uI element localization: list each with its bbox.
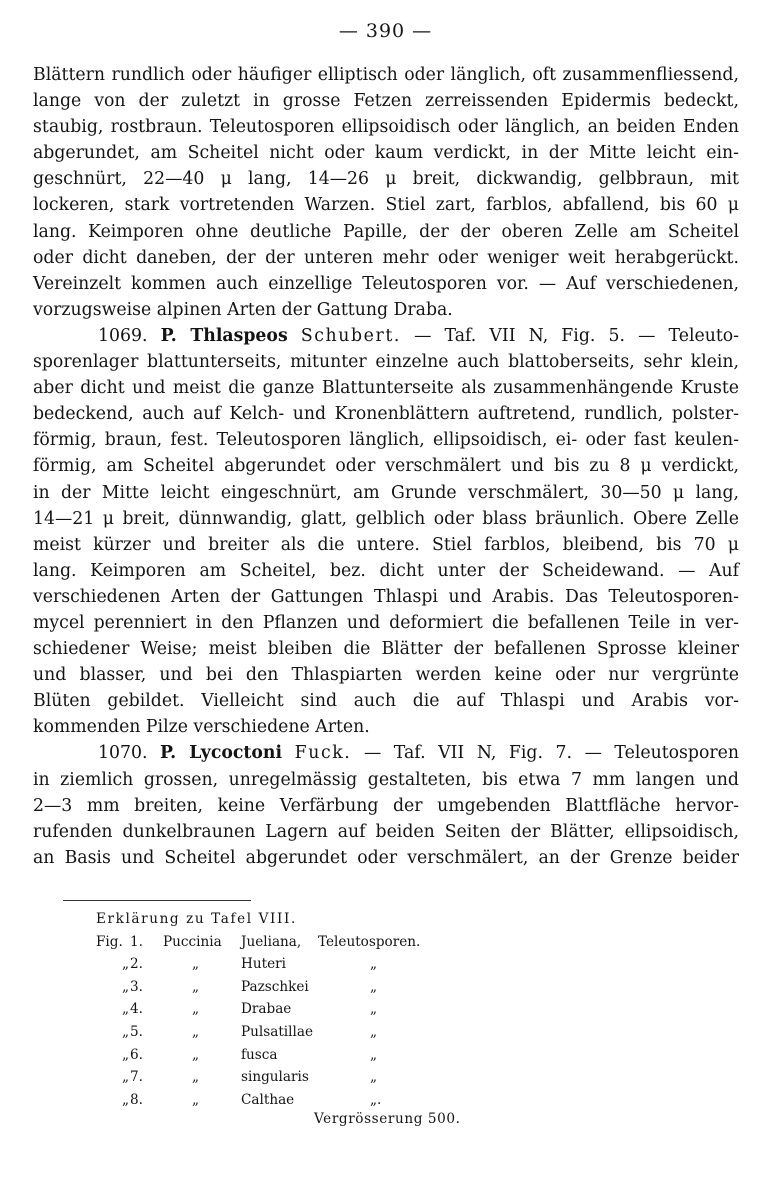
text-line: bedeckend, auch auf Kelch- und Kronenblättern auftretend, rundlich, polster-	[33, 404, 739, 425]
text-line: Vereinzelt kommen auch einzellige Teleutosporen vor. — Auf verschiedenen,	[33, 273, 739, 294]
figure-row	[96, 1066, 496, 1089]
text-line: schiedener Weise; meist bleiben die Blätter der befallenen Sprosse kleiner	[33, 639, 739, 660]
species-name: P. Thlaspeos	[160, 325, 288, 346]
figure-row	[96, 1021, 496, 1044]
entry-number: 1069.	[98, 325, 148, 346]
fig-number: 4.	[130, 1001, 143, 1018]
species: Jueliana,	[241, 933, 302, 950]
text-line: mycel perenniert in den Pflanzen und deformiert die befallenen Teile in ver-	[33, 612, 739, 633]
fig-number: 5.	[130, 1023, 143, 1040]
text-line: lang. Keimporen ohne deutliche Papille, der der oberen Zelle am Scheitel	[33, 221, 739, 242]
text-line: vorzugsweise alpinen Arten der Gattung Draba.	[33, 299, 453, 320]
ditto-mark: „	[370, 978, 378, 995]
ditto-mark: „	[192, 1046, 200, 1063]
ditto-mark: „.	[370, 1091, 382, 1108]
figure-row	[96, 953, 496, 976]
fig-number: 3.	[130, 978, 143, 995]
fig-number: 2.	[130, 956, 143, 973]
ditto-mark: „	[122, 956, 130, 973]
ditto-mark: „	[122, 1023, 130, 1040]
text-line: lockeren, stark vortretenden Warzen. Stiel zart, farblos, abfallend, bis 60 μ	[33, 195, 739, 216]
figure-row	[96, 1089, 496, 1112]
text-line: rufenden dunkelbraunen Lagern auf beiden Seiten der Blätter, ellipsoidisch,	[33, 821, 739, 842]
figure-row	[96, 1044, 496, 1067]
body-text	[33, 62, 739, 871]
species-name: P. Lycoctoni	[160, 743, 283, 764]
ditto-mark: „	[370, 1046, 378, 1063]
ditto-mark: „	[192, 1091, 200, 1108]
species-author: Schubert.	[300, 325, 401, 346]
figure-row	[96, 998, 496, 1021]
text-line: 14—21 μ breit, dünnwandig, glatt, gelblich oder blass bräunlich. Obere Zelle	[33, 508, 739, 529]
footnote-rule	[63, 900, 251, 901]
species: Calthae	[241, 1091, 295, 1108]
fig-number: 8.	[130, 1091, 143, 1108]
ditto-mark: „	[122, 1001, 130, 1018]
text-line: staubig, rostbraun. Teleutosporen ellipsoidisch oder länglich, an beiden Enden	[33, 117, 739, 138]
text-line: an Basis und Scheitel abgerundet oder verschmälert, an der Grenze beider	[33, 847, 739, 868]
plate-explanation-title: Erklärung zu Tafel VIII.	[96, 911, 297, 927]
page-number: — 390 —	[338, 20, 433, 42]
text-line: 2—3 mm breiten, keine Verfärbung der umgebenden Blattfläche hervor-	[33, 795, 739, 816]
ditto-mark: „	[370, 1001, 378, 1018]
figure-row	[96, 976, 496, 999]
paragraph-continuation	[33, 62, 739, 323]
ditto-mark: „	[192, 1023, 200, 1040]
ditto-mark: „	[192, 978, 200, 995]
ditto-mark: „	[122, 1069, 130, 1086]
entry-1070	[33, 740, 739, 870]
figure-row	[96, 931, 496, 954]
fig-number: 6.	[130, 1046, 143, 1063]
genus: Puccinia	[163, 933, 222, 950]
entry-1069	[33, 323, 739, 741]
text-line: kommenden Pilze verschiedene Arten.	[33, 717, 370, 738]
ditto-mark: „	[192, 1001, 200, 1018]
text-line: oder dicht daneben, der der unteren mehr oder weniger weit herabgerückt.	[33, 247, 739, 268]
heading-rest: — Taf. VII N, Fig. 5. — Teleuto-	[414, 325, 740, 346]
text-line: abgerundet, am Scheitel nicht oder kaum verdickt, in der Mitte leicht ein-	[33, 143, 739, 164]
entry-number: 1070.	[98, 743, 148, 764]
text-line: aber dicht und meist die ganze Blattunterseite als zusammenhängende Kruste	[33, 378, 739, 399]
text-line: geschnürt, 22—40 μ lang, 14—26 μ breit, dickwandig, gelbbraun, mit	[33, 169, 739, 190]
species: Pulsatillae	[241, 1023, 313, 1040]
text-line: Blüten gebildet. Vielleicht sind auch die auf Thlaspi und Arabis vor-	[33, 691, 739, 712]
text-line: in der Mitte leicht eingeschnürt, am Grunde verschmälert, 30—50 μ lang,	[33, 482, 739, 503]
text-line: in ziemlich grossen, unregelmässig gestalteten, bis etwa 7 mm langen und	[33, 769, 739, 790]
heading-rest: — Taf. VII N, Fig. 7. — Teleutosporen	[363, 743, 739, 764]
text-line: meist kürzer und breiter als die untere. Stiel farblos, bleibend, bis 70 μ	[33, 534, 739, 555]
species: singularis	[241, 1069, 309, 1086]
ditto-mark: „	[370, 1023, 378, 1040]
text-line: sporenlager blattunterseits, mitunter einzelne auch blattoberseits, sehr klein,	[33, 352, 739, 373]
fig-number: 1.	[130, 933, 143, 950]
text-line: und blasser, und bei den Thlaspiarten werden keine oder nur vergrünte	[33, 665, 739, 686]
entry-heading-line	[33, 740, 739, 766]
ditto-mark: „	[192, 956, 200, 973]
fig-label: Fig.	[96, 933, 123, 950]
text-line: lang. Keimporen am Scheitel, bez. dicht unter der Scheidewand. — Auf	[33, 560, 739, 581]
entry-heading-line	[33, 323, 739, 349]
text-line: Blättern rundlich oder häufiger elliptisch oder länglich, oft zusammenfliessend,	[33, 65, 739, 85]
species: Huteri	[241, 956, 286, 973]
plate-explanation	[96, 908, 496, 1111]
species: Drabae	[241, 1001, 292, 1018]
text-line: förmig, am Scheitel abgerundet oder verschmälert und bis zu 8 μ verdickt,	[33, 456, 739, 477]
ditto-mark: „	[122, 1046, 130, 1063]
ditto-mark: „	[370, 1069, 378, 1086]
species-author: Fuck.	[294, 743, 352, 764]
spore-type: Teleutosporen.	[318, 933, 421, 950]
ditto-mark: „	[122, 978, 130, 995]
text-line: förmig, braun, fest. Teleutosporen länglich, ellipsoidisch, ei- oder fast keulen-	[33, 430, 739, 451]
ditto-mark: „	[370, 956, 378, 973]
text-line: lange von der zuletzt in grosse Fetzen zerreissenden Epidermis bedeckt,	[33, 91, 739, 112]
magnification-note: Vergrösserung 500.	[314, 1111, 461, 1127]
fig-number: 7.	[130, 1069, 143, 1086]
ditto-mark: „	[192, 1069, 200, 1086]
ditto-mark: „	[122, 1091, 130, 1108]
species: Pazschkei	[241, 978, 309, 995]
text-line: verschiedenen Arten der Gattungen Thlaspi und Arabis. Das Teleutosporen-	[33, 586, 739, 607]
species: fusca	[241, 1046, 278, 1063]
